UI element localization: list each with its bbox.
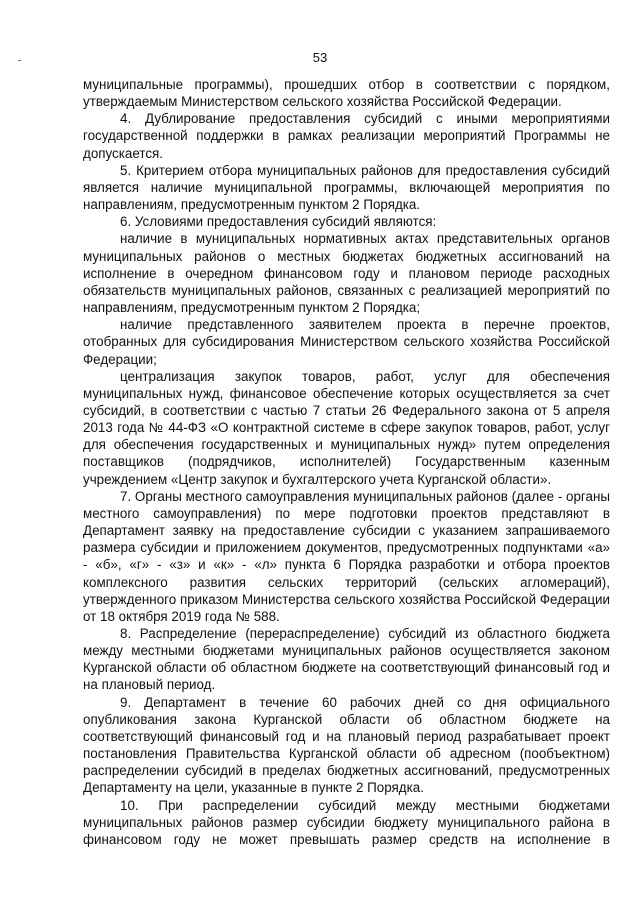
paragraph-8: 8. Распределение (перераспределение) субсидий из областного бюджета между местными бюджетами муниципальных районов осуществляется законом Курганской области об областном бюджете на соответствующий финансовый год и на плановый период. [83, 626, 610, 693]
paragraph-5: 5. Критерием отбора муниципальных районов для предоставления субсидий является наличие муниципальной программы, включающей мероприятия по направлениям, предусмотренным пунктом 2 Порядка. [83, 162, 610, 213]
paragraph-7: 7. Органы местного самоуправления муниципальных районов (далее - органы местного самоуправления) по мере подготовки проектов представляют в Департамент заявку на предоставление субсидии с указанием запрашиваемого размера субсидии и приложением документов, предусмотренных подпунктами «а» - «б», «г» - «з» и «к» - «л» пункта 6 Порядка разработки и отбора проектов комплексного развития сельских территорий (сельских агломераций), утвержденного приказом Министерства сельского хозяйства Российской Федерации от 18 октября 2019 года № 588. [83, 488, 610, 624]
paragraph-10: 10. При распределении субсидий между местными бюджетами муниципальных районов размер субсидии бюджету муниципального района в финансовом году не может превышать размер средств на исполнение в [83, 797, 610, 847]
paragraph-9: 9. Департамент в течение 60 рабочих дней со дня официального опубликования закона Курганской области об областном бюджете на соответствующий финансовый год и на плановый период разрабатывает проект постановления Правительства Курганской области об адресном (пообъектном) распределении субсидий в пределах бюджетных ассигнований, предусмотренных Департаменту на цели, указанные в пункте 2 Порядка. [83, 694, 610, 796]
body-text [83, 76, 610, 848]
paragraph-6-b: наличие представленного заявителем проекта в перечне проектов, отобранных для субсидирования Министерством сельского хозяйства Российской Федерации; [83, 317, 610, 367]
paragraph-continued: муниципальные программы), прошедших отбор в соответствии с порядком, утверждаемым Министерством сельского хозяйства Российской Федерации. [83, 77, 610, 110]
paragraph-4: 4. Дублирование предоставления субсидий с иными мероприятиями государственной поддержки в рамках реализации мероприятий Программы не допускается. [83, 111, 610, 161]
paragraph-6-c: централизация закупок товаров, работ, услуг для обеспечения муниципальных нужд, финансовое обеспечение которых осуществляется за счет субсидий, в соответствии с частью 7 статьи 26 Федерального закона от 5 апреля 2013 года № 44-ФЗ «О контрактной системе в сфере закупок товаров, работ, услуг для обеспечения государственных и муниципальных нужд» путем определения поставщиков (подрядчиков, исполнителей) Государственным казенным учреждением «Центр закупок и бухгалтерского учета Курганской области». [83, 368, 610, 487]
paragraph-6-a: наличие в муниципальных нормативных актах представительных органов муниципальных районов о местных бюджетах бюджетных ассигнований на исполнение в очередном финансовом году и плановом периоде расходных обязательств муниципальных районов, связанных с реализацией мероприятий по направлениям, предусмотренным пунктом 2 Порядка; [83, 231, 610, 316]
paragraph-6: 6. Условиями предоставления субсидий являются: [120, 214, 437, 230]
page-number: 53 [312, 50, 328, 65]
